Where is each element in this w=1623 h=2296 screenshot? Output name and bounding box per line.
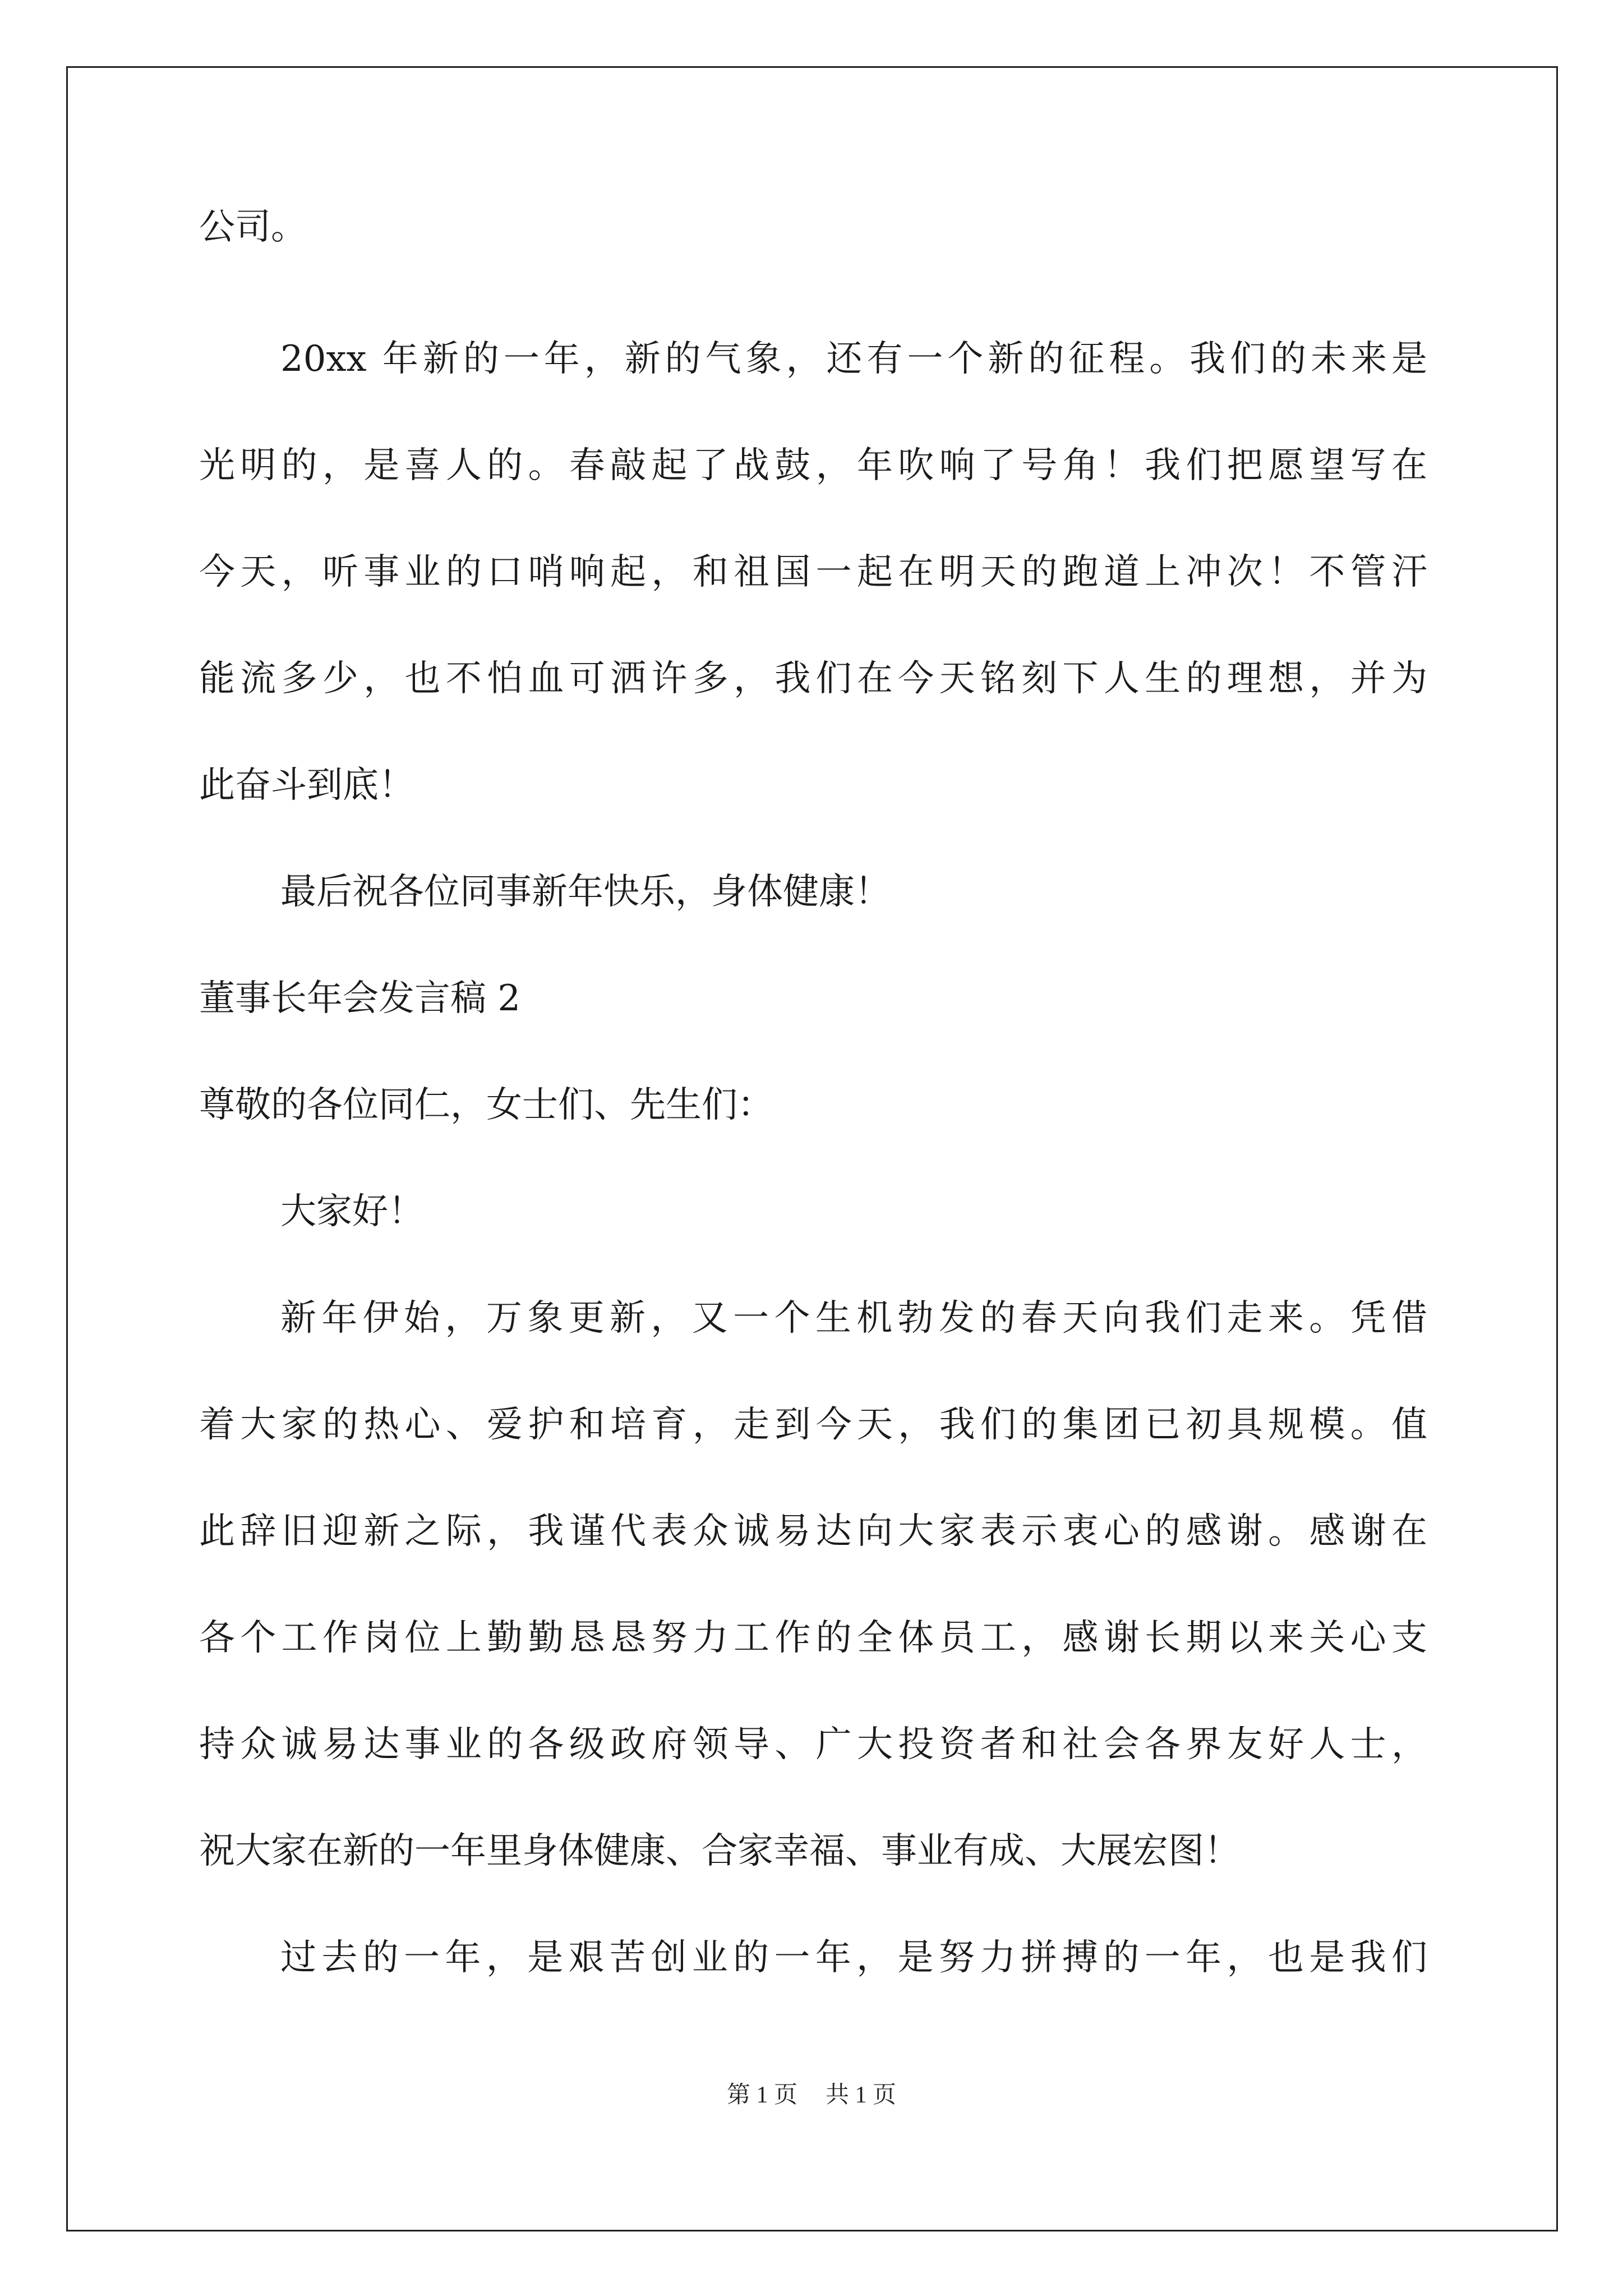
text-line: 各个工作岗位上勤勤恳恳努力工作的全体员工，感谢长期以来关心支 [199, 1617, 1427, 1659]
page-footer [0, 2081, 1623, 2109]
text-line: 20xx 年新的一年，新的气象，还有一个新的征程。我们的未来是 [280, 338, 1427, 380]
text-line: 着大家的热心、爱护和培育，走到今天，我们的集团已初具规模。值 [199, 1404, 1427, 1446]
text-line: 今天，听事业的口哨响起，和祖国一起在明天的跑道上冲次！不管汗 [199, 551, 1427, 593]
greeting: 大家好！ [280, 1191, 424, 1232]
page-total: 共 1 页 [826, 2082, 897, 2108]
text-line: 光明的，是喜人的。春敲起了战鼓，年吹响了号角！我们把愿望写在 [199, 445, 1427, 486]
section-heading: 董事长年会发言稿 2 [199, 978, 521, 1019]
page-border [66, 66, 1558, 2231]
text-line: 祝大家在新的一年里身体健康、合家幸福、事业有成、大展宏图！ [199, 1830, 1240, 1872]
text-line: 能流多少，也不怕血可洒许多，我们在今天铭刻下人生的理想，并为 [199, 658, 1427, 700]
text-line: 最后祝各位同事新年快乐，身体健康！ [280, 871, 891, 913]
salutation: 尊敬的各位同仁，女士们、先生们： [199, 1084, 773, 1126]
text-line: 新年伊始，万象更新，又一个生机勃发的春天向我们走来。凭借 [280, 1297, 1427, 1339]
text-line: 此奋斗到底！ [199, 765, 414, 806]
page-number: 第 1 页 [726, 2082, 797, 2108]
text-line: 持众诚易达事业的各级政府领导、广大投资者和社会各界友好人士， [199, 1724, 1427, 1765]
text-line: 过去的一年，是艰苦创业的一年，是努力拼搏的一年，也是我们 [280, 1937, 1427, 1978]
text-line: 此辞旧迎新之际，我谨代表众诚易达向大家表示衷心的感谢。感谢在 [199, 1511, 1427, 1552]
text-line: 公司。 [199, 206, 307, 248]
